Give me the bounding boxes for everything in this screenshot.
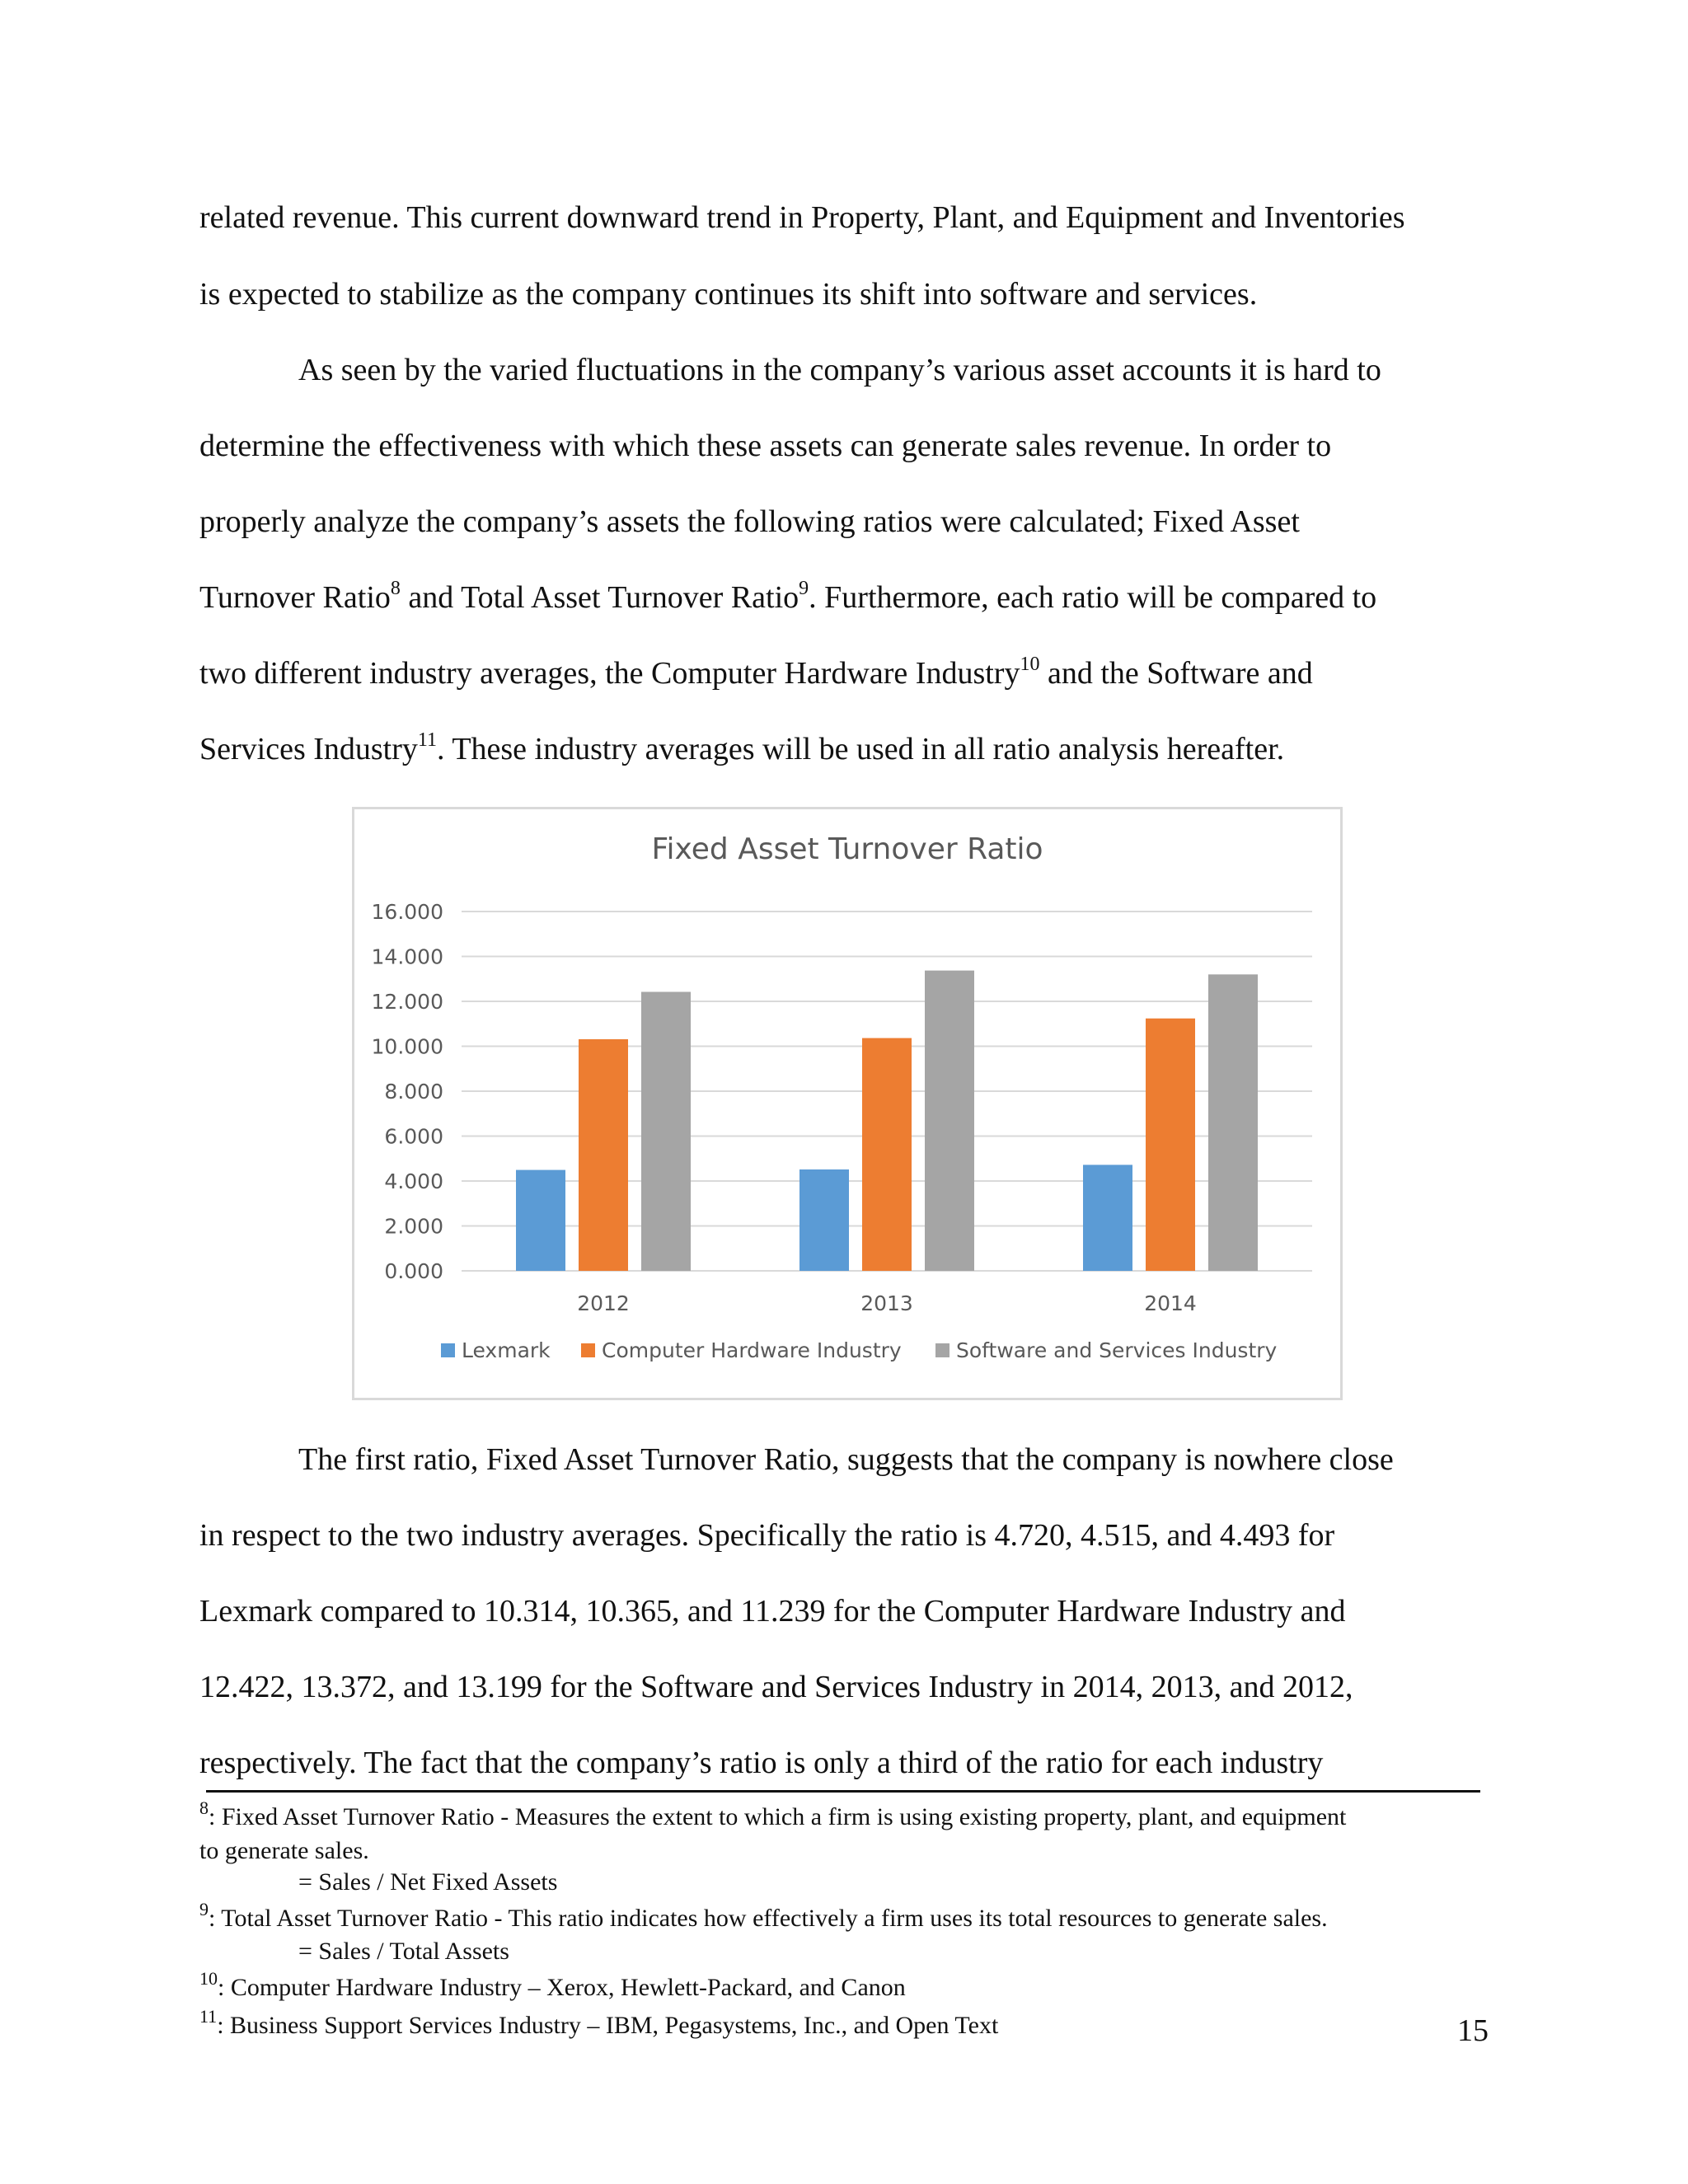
text-span: . These industry averages will be used in all ratio analysis hereafter. [437, 732, 1285, 766]
footnote-separator [206, 1790, 1480, 1793]
footnote-8-formula: = Sales / Net Fixed Assets [298, 1868, 558, 1896]
bar-lexmark-2014 [1083, 1165, 1132, 1271]
legend-label: Software and Services Industry [956, 1338, 1278, 1362]
footnote-text: : Business Support Services Industry – IBM, Pegasystems, Inc., and Open Text [217, 2012, 999, 2039]
bar-computer-hardware-industry-2012 [579, 1039, 628, 1271]
footnote-ref: 8 [390, 578, 401, 600]
fixed-asset-turnover-chart [354, 809, 1340, 1398]
footnote-8 [199, 1797, 1347, 1830]
page-number: 15 [1457, 2013, 1489, 2048]
footnote-8-continued: to generate sales. [199, 1837, 369, 1864]
y-tick-label: 6.000 [384, 1124, 443, 1149]
bar-software-and-services-industry-2013 [925, 971, 974, 1271]
legend-swatch [581, 1343, 595, 1357]
text-span: Turnover Ratio [199, 580, 391, 615]
text-span: and the Software and [1039, 656, 1313, 691]
text-line: determine the effectiveness with which these assets can generate sales revenue. In order to [199, 429, 1332, 463]
footnote-text: : Total Asset Turnover Ratio - This ratio indicates how effectively a firm uses its total resources to generate sales. [209, 1905, 1328, 1932]
footnote-number: 9 [199, 1899, 209, 1919]
bar-software-and-services-industry-2014 [1208, 974, 1258, 1271]
y-tick-label: 4.000 [384, 1169, 443, 1193]
legend-label: Computer Hardware Industry [602, 1338, 902, 1362]
x-tick-label: 2013 [860, 1291, 913, 1315]
footnote-text: : Fixed Asset Turnover Ratio - Measures the extent to which a firm is using existing property, plant, and equipment [209, 1803, 1347, 1830]
chart-frame [352, 807, 1343, 1400]
legend-swatch [441, 1343, 455, 1357]
y-tick-label: 12.000 [371, 990, 443, 1014]
y-tick-label: 10.000 [371, 1034, 443, 1059]
text-span: two different industry averages, the Computer Hardware Industry [199, 656, 1020, 691]
text-line: Lexmark compared to 10.314, 10.365, and 11.239 for the Computer Hardware Industry and [199, 1594, 1346, 1629]
legend-label: Lexmark [462, 1338, 551, 1362]
footnote-number: 11 [199, 2006, 218, 2027]
text-line: is expected to stabilize as the company continues its shift into software and services. [199, 277, 1258, 312]
chart-title: Fixed Asset Turnover Ratio [651, 832, 1043, 866]
footnote-ref: 10 [1020, 654, 1040, 676]
bar-computer-hardware-industry-2014 [1146, 1019, 1195, 1271]
text-line [199, 729, 1285, 766]
x-tick-label: 2012 [577, 1291, 630, 1315]
footnote-text: : Computer Hardware Industry – Xerox, Hewlett-Packard, and Canon [218, 1974, 906, 2001]
text-line [199, 654, 1313, 691]
text-line: related revenue. This current downward trend in Property, Plant, and Equipment and Inventories [199, 200, 1405, 235]
text-line: As seen by the varied fluctuations in the company’s various asset accounts it is hard to [298, 353, 1381, 387]
bar-lexmark-2012 [516, 1170, 565, 1271]
x-tick-label: 2014 [1144, 1291, 1197, 1315]
text-line: in respect to the two industry averages. Specifically the ratio is 4.720, 4.515, and 4.493 for [199, 1518, 1335, 1553]
y-tick-label: 14.000 [371, 944, 443, 969]
text-line: properly analyze the company’s assets the following ratios were calculated; Fixed Asset [199, 504, 1300, 539]
text-span: and Total Asset Turnover Ratio [400, 580, 799, 615]
footnote-10 [199, 1968, 906, 2001]
text-line: respectively. The fact that the company’s ratio is only a third of the ratio for each industry [199, 1746, 1324, 1780]
y-tick-label: 2.000 [384, 1214, 443, 1239]
text-line [199, 578, 1377, 615]
bar-lexmark-2013 [799, 1169, 849, 1271]
bar-computer-hardware-industry-2013 [862, 1038, 912, 1271]
footnote-9 [199, 1899, 1328, 1932]
text-line: 12.422, 13.372, and 13.199 for the Software and Services Industry in 2014, 2013, and 2012, [199, 1670, 1353, 1704]
footnote-number: 10 [199, 1968, 218, 1989]
footnote-ref: 9 [799, 578, 809, 600]
y-tick-label: 8.000 [384, 1080, 443, 1104]
y-tick-label: 0.000 [384, 1259, 443, 1283]
footnote-number: 8 [199, 1797, 209, 1818]
bar-software-and-services-industry-2012 [641, 992, 691, 1271]
footnote-ref: 11 [417, 729, 437, 752]
footnote-9-formula: = Sales / Total Assets [298, 1938, 509, 1965]
y-tick-label: 16.000 [371, 900, 443, 924]
legend-swatch [935, 1343, 950, 1357]
text-line: The first ratio, Fixed Asset Turnover Ratio, suggests that the company is nowhere close [298, 1442, 1394, 1477]
text-span: Services Industry [199, 732, 418, 766]
footnote-11 [199, 2006, 999, 2039]
text-span: . Furthermore, each ratio will be compared to [809, 580, 1377, 615]
